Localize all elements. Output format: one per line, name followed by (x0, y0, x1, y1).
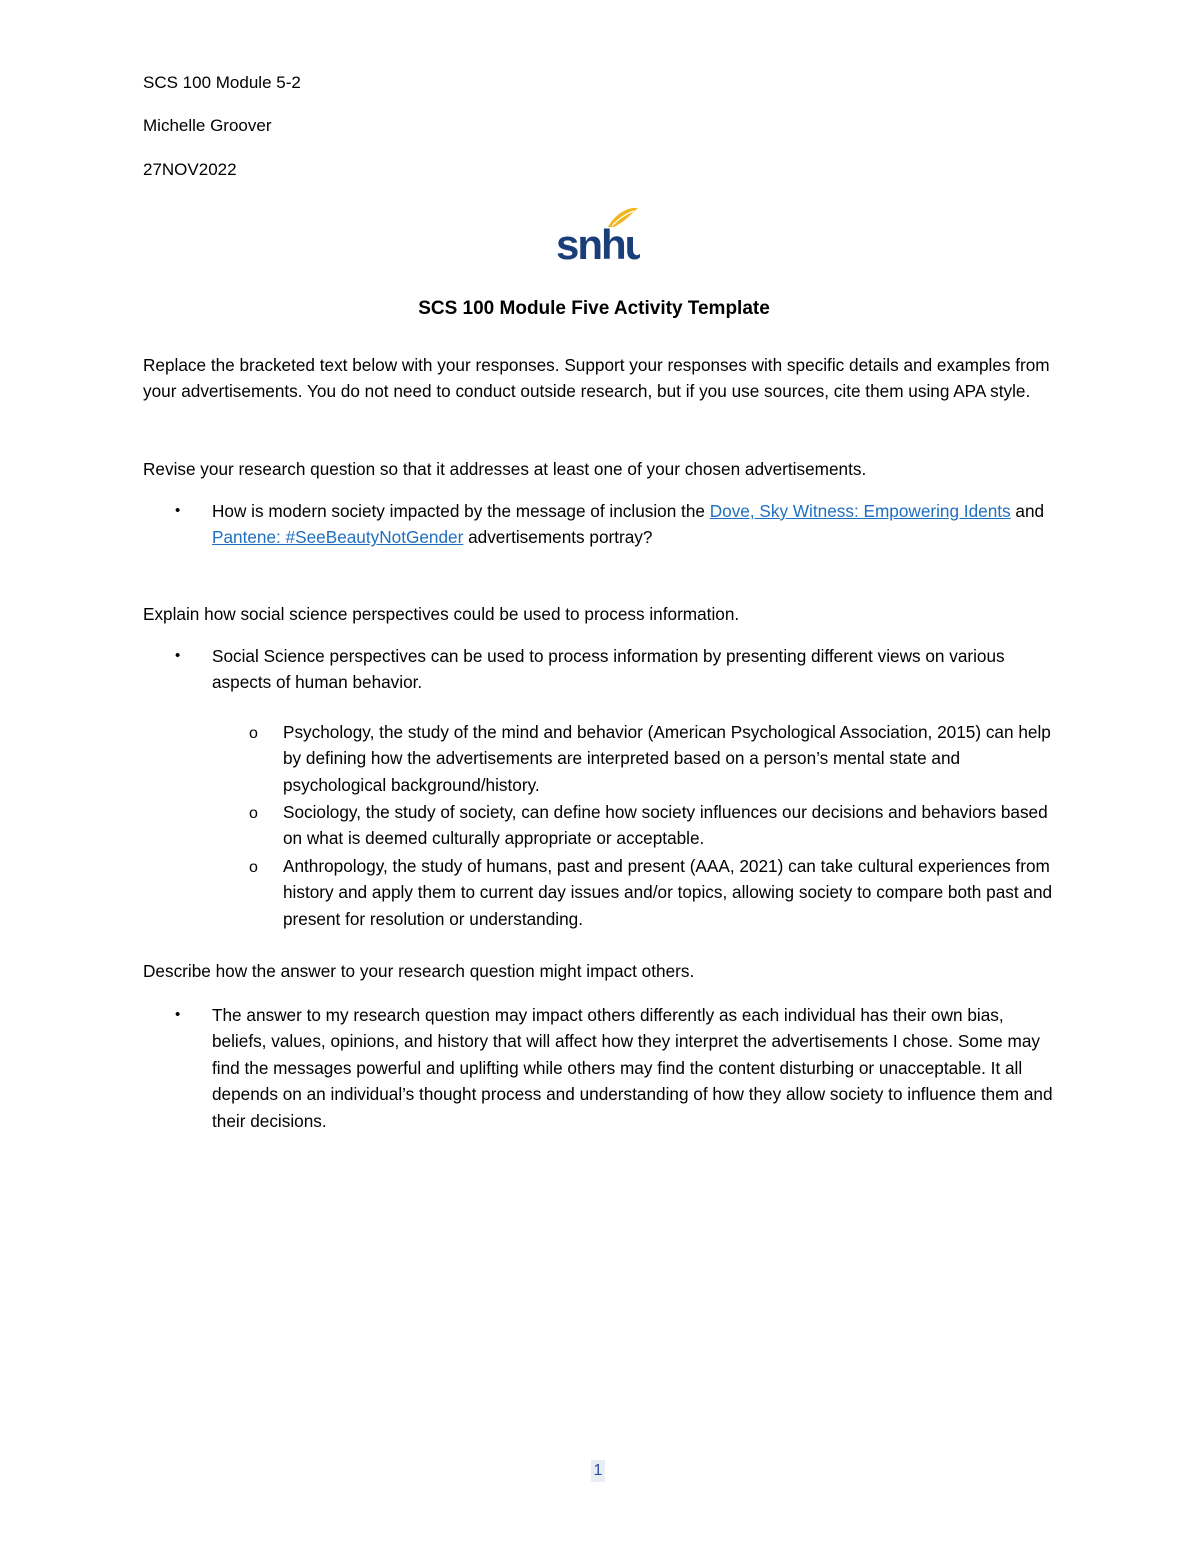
pantene-ad-link[interactable]: Pantene: #SeeBeautyNotGender (212, 527, 464, 548)
intro-paragraph: Replace the bracketed text below with your responses. Support your responses with specific details and examples from your advertisements. You do not need to conduct outside research, but if you use sources, cite them using APA style. (143, 355, 1050, 402)
author-name: Michelle Groover (143, 116, 272, 135)
bullet-text: and (1010, 501, 1045, 521)
section1-bullet (212, 498, 1062, 551)
subbullet-marker: o (249, 805, 258, 822)
subbullet-sociology: Sociology, the study of society, can define how society influences our decisions and behaviors based on what is deemed culturally appropriate or acceptable. (283, 802, 1048, 849)
section3-prompt: Describe how the answer to your research question might impact others. (143, 961, 695, 981)
date-line: 27NOV2022 (143, 160, 237, 179)
page-number: 1 (591, 1460, 605, 1482)
subbullet-psychology: Psychology, the study of the mind and behavior (American Psychological Association, 2015) can help by defining how the advertisements are interpreted based on a person’s mental state and psychological background/history. (283, 722, 1051, 795)
section3-bullet: The answer to my research question may impact others differently as each individual has their own bias, beliefs, values, opinions, and history that will affect how they interpret the advertisements I chose. Some may find the messages powerful and uplifting while others may find the content disturbing or unacceptable. It all depends on an individual’s thought process and understanding of how they allow society to influence them and their decisions. (212, 1005, 1053, 1131)
subbullet-marker: o (249, 725, 258, 742)
subbullet-anthropology: Anthropology, the study of humans, past and present (AAA, 2021) can take cultural experiences from history and apply them to current day issues and/or topics, allowing society to compare both past and present for resolution or understanding. (283, 856, 1053, 929)
section2-prompt: Explain how social science perspectives could be used to process information. (143, 604, 740, 624)
section2-bullet: Social Science perspectives can be used to process information by presenting different views on various aspects of human behavior. (212, 646, 1005, 693)
snhu-logo (556, 205, 640, 263)
subbullet-marker: o (249, 859, 258, 876)
dove-ad-link[interactable]: Dove, Sky Witness: Empowering Idents (709, 501, 1011, 521)
page-title: SCS 100 Module Five Activity Template (418, 298, 770, 319)
bullet-text: advertisements portray? (463, 527, 653, 548)
bullet-marker: • (175, 647, 181, 664)
bullet-text: How is modern society impacted by the message of inclusion the (212, 501, 710, 521)
bullet-marker: • (175, 502, 181, 519)
bullet-marker: • (175, 1006, 181, 1023)
logo-text: snhu (556, 221, 640, 263)
course-line: SCS 100 Module 5-2 (143, 73, 301, 92)
section1-prompt: Revise your research question so that it addresses at least one of your chosen advertisements. (143, 459, 867, 479)
